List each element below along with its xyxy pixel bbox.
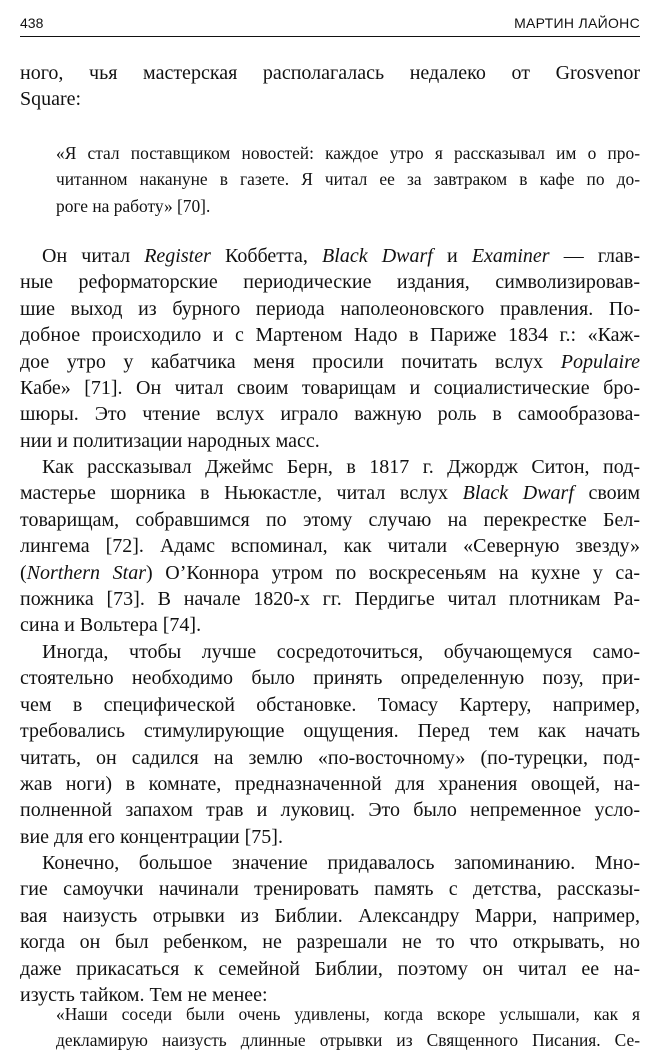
text-line: Иногда, чтобы лучше сосредоточиться, обучающемуся само-	[42, 641, 640, 663]
text-line	[20, 349, 640, 375]
text-run: и	[432, 245, 472, 267]
italic-title: Register	[144, 245, 211, 267]
text-run: дое утро у кабатчика меня просили почитать вслух	[20, 350, 561, 373]
text-run: Коббетта,	[210, 245, 323, 267]
italic-title: Black Dwarf	[462, 482, 574, 505]
text-line: Как рассказывал Джеймс Берн, в 1817 г. Джордж Ситон, под-	[42, 456, 640, 478]
book-page	[20, 0, 640, 1064]
text-line: требовались стимулирующие ощущения. Перед тем как начать	[20, 720, 640, 743]
text-line: полненной запахом трав и луковиц. Это было непременное усло-	[20, 799, 640, 822]
italic-title: Black Dwarf	[322, 245, 433, 267]
paragraph-continued	[20, 60, 640, 113]
text-line: ного, чья мастерская располагалась недалеко от Grosvenor	[20, 62, 640, 84]
block-quote	[56, 1001, 640, 1054]
text-line: вая наизусть отрывки из Библии. Александру Марри, например,	[20, 904, 640, 927]
text-run: Он читал	[42, 245, 145, 267]
running-head-author: МАРТИН ЛАЙОНС	[514, 15, 640, 31]
text-line: Square:	[20, 88, 82, 111]
text-line: лингема [72]. Адамс вспоминал, как читали «Северную звезду»	[20, 535, 640, 558]
text-line: роге на работу» [70].	[56, 195, 211, 216]
text-line: изусть тайком. Тем не менее:	[20, 984, 268, 1007]
text-line: сина и Вольтера [74].	[20, 614, 202, 637]
block-quote	[56, 140, 640, 219]
italic-title: Northern Star	[26, 561, 146, 584]
text-line	[20, 560, 640, 586]
text-run: (	[20, 561, 27, 584]
italic-title: Examiner	[471, 245, 550, 267]
text-run: ) О’Коннора утром по воскресеньям на кухне у са-	[145, 561, 640, 584]
text-line: «Наши соседи были очень удивлены, когда вскоре услышали, как я	[56, 1004, 640, 1024]
text-line	[20, 243, 640, 269]
text-run: — глав-	[549, 245, 641, 267]
running-header	[20, 10, 640, 37]
paragraph	[20, 454, 640, 639]
text-run: своим	[573, 482, 640, 505]
text-line	[20, 480, 640, 506]
text-line: когда он был ребенком, не разрешали не то что открывать, но	[20, 931, 640, 954]
text-line: пожника [73]. В начале 1820-х гг. Пердигье читал плотникам Ра-	[20, 588, 640, 611]
text-line: нии и политизации народных масс.	[20, 429, 320, 452]
text-line: шие выход из бурного периода наполеоновского правления. По-	[20, 297, 640, 320]
text-line: чем в специфической обстановке. Томасу Картеру, например,	[20, 693, 640, 716]
text-line: «Я стал поставщиком новостей: каждое утро я рассказывал им о про-	[56, 143, 640, 163]
text-line: товарищам, собравшимся по этому случаю на перекрестке Бел-	[20, 508, 640, 531]
text-line: читанном накануне в газете. Я читал ее за завтраком в кафе по до-	[56, 169, 640, 190]
paragraph	[20, 639, 640, 850]
paragraph	[20, 850, 640, 1008]
text-line: шюры. Это чтение вслух играло важную роль в самообразова-	[20, 403, 640, 426]
text-line: даже прикасаться к семейной Библии, поэтому он читал ее на-	[20, 957, 640, 980]
text-line: декламирую наизусть длинные отрывки из Священного Писания. Се-	[56, 1030, 640, 1051]
paragraph	[20, 243, 640, 454]
text-line: жав ноги) в комнате, предназначенной для хранения овощей, на-	[20, 773, 640, 796]
text-line: вие для его концентрации [75].	[20, 825, 283, 848]
text-line: добное происходило и с Мартеном Надо в Париже 1834 г.: «Каж-	[20, 324, 640, 347]
text-line: Конечно, большое значение придавалось запоминанию. Мно-	[42, 852, 640, 874]
text-run: мастерье шорника в Ньюкастле, читал вслух	[20, 482, 463, 505]
text-line: читать, он садился на землю «по-восточному» (по-турецки, под-	[20, 746, 640, 769]
page-number: 438	[20, 15, 44, 31]
text-line: стоятельно необходимо было принять определенную позу, при-	[20, 667, 640, 690]
text-line: гие самоучки начинали тренировать память с детства, рассказы-	[20, 878, 640, 901]
text-line: Кабе» [71]. Он читал своим товарищам и социалистические бро-	[20, 377, 640, 400]
italic-title: Populaire	[560, 350, 640, 373]
text-line: ные реформаторские периодические издания, символизировав-	[20, 271, 640, 294]
